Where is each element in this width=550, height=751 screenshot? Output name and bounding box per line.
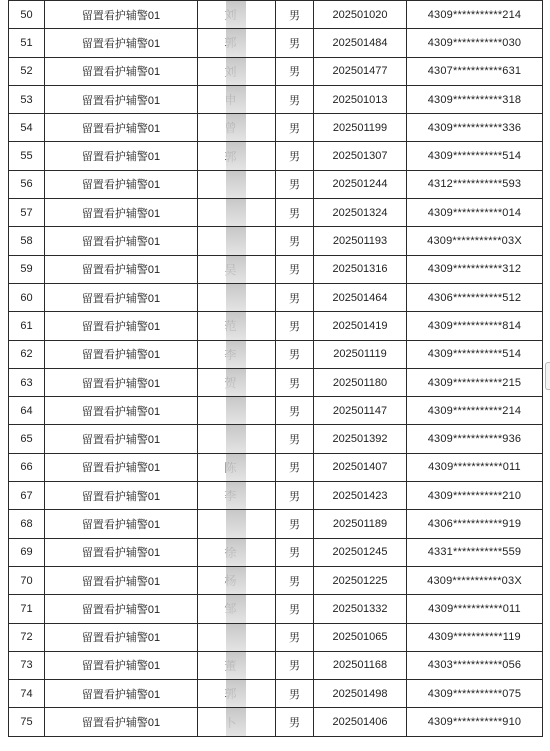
redaction-mosaic bbox=[226, 86, 246, 113]
exam-number-cell: 202501244 bbox=[314, 170, 407, 198]
gender-cell: 男 bbox=[276, 114, 314, 142]
table-row bbox=[9, 425, 543, 453]
table-row bbox=[9, 538, 543, 566]
exam-number-cell: 202501147 bbox=[314, 397, 407, 425]
row-number: 75 bbox=[9, 708, 45, 736]
gender-cell: 男 bbox=[276, 425, 314, 453]
redaction-mosaic bbox=[226, 58, 246, 85]
redaction-mosaic bbox=[226, 454, 246, 481]
redaction-mosaic bbox=[226, 171, 246, 198]
position-cell: 留置看护辅警01 bbox=[45, 425, 198, 453]
gender-cell: 男 bbox=[276, 708, 314, 736]
row-number: 65 bbox=[9, 425, 45, 453]
gender-cell: 男 bbox=[276, 538, 314, 566]
gender-cell: 男 bbox=[276, 510, 314, 538]
id-number-cell: 4303***********056 bbox=[407, 651, 543, 679]
exam-number-cell: 202501498 bbox=[314, 680, 407, 708]
redaction-mosaic bbox=[226, 284, 246, 311]
position-cell: 留置看护辅警01 bbox=[45, 510, 198, 538]
position-cell: 留置看护辅警01 bbox=[45, 114, 198, 142]
position-cell: 留置看护辅警01 bbox=[45, 651, 198, 679]
position-cell: 留置看护辅警01 bbox=[45, 199, 198, 227]
id-number-cell: 4307***********631 bbox=[407, 57, 543, 85]
name-cell bbox=[198, 538, 276, 566]
redaction-mosaic bbox=[226, 114, 246, 141]
scroll-handle[interactable] bbox=[545, 362, 550, 390]
gender-cell: 男 bbox=[276, 1, 314, 29]
table-row bbox=[9, 114, 543, 142]
redaction-mosaic bbox=[226, 256, 246, 283]
id-number-cell: 4309***********814 bbox=[407, 312, 543, 340]
id-number-cell: 4309***********514 bbox=[407, 142, 543, 170]
exam-number-cell: 202501065 bbox=[314, 623, 407, 651]
name-cell bbox=[198, 453, 276, 481]
id-number-cell: 4309***********011 bbox=[407, 453, 543, 481]
exam-number-cell: 202501407 bbox=[314, 453, 407, 481]
position-cell: 留置看护辅警01 bbox=[45, 368, 198, 396]
id-number-cell: 4309***********514 bbox=[407, 340, 543, 368]
name-cell bbox=[198, 227, 276, 255]
row-number: 69 bbox=[9, 538, 45, 566]
id-number-cell: 4309***********910 bbox=[407, 708, 543, 736]
row-number: 50 bbox=[9, 1, 45, 29]
table-row bbox=[9, 142, 543, 170]
position-cell: 留置看护辅警01 bbox=[45, 595, 198, 623]
exam-number-cell: 202501199 bbox=[314, 114, 407, 142]
redaction-mosaic bbox=[226, 199, 246, 226]
table-row bbox=[9, 170, 543, 198]
exam-number-cell: 202501316 bbox=[314, 255, 407, 283]
redaction-mosaic bbox=[226, 595, 246, 622]
position-cell: 留置看护辅警01 bbox=[45, 538, 198, 566]
row-number: 59 bbox=[9, 255, 45, 283]
name-cell bbox=[198, 85, 276, 113]
position-cell: 留置看护辅警01 bbox=[45, 170, 198, 198]
position-cell: 留置看护辅警01 bbox=[45, 566, 198, 594]
redaction-mosaic bbox=[226, 652, 246, 679]
table-row bbox=[9, 340, 543, 368]
redaction-mosaic bbox=[226, 510, 246, 537]
position-cell: 留置看护辅警01 bbox=[45, 623, 198, 651]
table-row bbox=[9, 566, 543, 594]
row-number: 66 bbox=[9, 453, 45, 481]
name-cell bbox=[198, 340, 276, 368]
id-number-cell: 4309***********318 bbox=[407, 85, 543, 113]
position-cell: 留置看护辅警01 bbox=[45, 1, 198, 29]
exam-number-cell: 202501307 bbox=[314, 142, 407, 170]
exam-number-cell: 202501225 bbox=[314, 566, 407, 594]
id-number-cell: 4309***********215 bbox=[407, 368, 543, 396]
table-row bbox=[9, 283, 543, 311]
exam-number-cell: 202501193 bbox=[314, 227, 407, 255]
id-number-cell: 4309***********214 bbox=[407, 1, 543, 29]
redaction-mosaic bbox=[226, 539, 246, 566]
exam-number-cell: 202501013 bbox=[314, 85, 407, 113]
gender-cell: 男 bbox=[276, 199, 314, 227]
gender-cell: 男 bbox=[276, 680, 314, 708]
gender-cell: 男 bbox=[276, 623, 314, 651]
redaction-mosaic bbox=[226, 227, 246, 254]
redaction-mosaic bbox=[226, 425, 246, 452]
position-cell: 留置看护辅警01 bbox=[45, 227, 198, 255]
name-cell bbox=[198, 510, 276, 538]
id-number-cell: 4309***********014 bbox=[407, 199, 543, 227]
redaction-mosaic bbox=[226, 482, 246, 509]
id-number-cell: 4309***********336 bbox=[407, 114, 543, 142]
gender-cell: 男 bbox=[276, 227, 314, 255]
exam-number-cell: 202501406 bbox=[314, 708, 407, 736]
position-cell: 留置看护辅警01 bbox=[45, 142, 198, 170]
row-number: 73 bbox=[9, 651, 45, 679]
table-row bbox=[9, 595, 543, 623]
name-cell bbox=[198, 708, 276, 736]
table-row bbox=[9, 453, 543, 481]
row-number: 56 bbox=[9, 170, 45, 198]
table-row bbox=[9, 255, 543, 283]
position-cell: 留置看护辅警01 bbox=[45, 397, 198, 425]
redaction-mosaic bbox=[226, 142, 246, 169]
redaction-mosaic bbox=[226, 369, 246, 396]
exam-number-cell: 202501332 bbox=[314, 595, 407, 623]
id-number-cell: 4309***********03X bbox=[407, 566, 543, 594]
row-number: 54 bbox=[9, 114, 45, 142]
position-cell: 留置看护辅警01 bbox=[45, 57, 198, 85]
position-cell: 留置看护辅警01 bbox=[45, 482, 198, 510]
gender-cell: 男 bbox=[276, 142, 314, 170]
table-row bbox=[9, 1, 543, 29]
row-number: 71 bbox=[9, 595, 45, 623]
exam-number-cell: 202501245 bbox=[314, 538, 407, 566]
id-number-cell: 4309***********119 bbox=[407, 623, 543, 651]
exam-number-cell: 202501477 bbox=[314, 57, 407, 85]
position-cell: 留置看护辅警01 bbox=[45, 29, 198, 57]
id-number-cell: 4309***********214 bbox=[407, 397, 543, 425]
position-cell: 留置看护辅警01 bbox=[45, 340, 198, 368]
name-cell bbox=[198, 283, 276, 311]
id-number-cell: 4312***********593 bbox=[407, 170, 543, 198]
row-number: 55 bbox=[9, 142, 45, 170]
row-number: 72 bbox=[9, 623, 45, 651]
name-cell bbox=[198, 312, 276, 340]
name-cell bbox=[198, 680, 276, 708]
exam-number-cell: 202501419 bbox=[314, 312, 407, 340]
exam-number-cell: 202501464 bbox=[314, 283, 407, 311]
row-number: 53 bbox=[9, 85, 45, 113]
exam-number-cell: 202501119 bbox=[314, 340, 407, 368]
name-cell bbox=[198, 29, 276, 57]
table-row bbox=[9, 651, 543, 679]
row-number: 57 bbox=[9, 199, 45, 227]
row-number: 58 bbox=[9, 227, 45, 255]
id-number-cell: 4309***********011 bbox=[407, 595, 543, 623]
table-row bbox=[9, 57, 543, 85]
id-number-cell: 4309***********03X bbox=[407, 227, 543, 255]
name-cell bbox=[198, 368, 276, 396]
redaction-mosaic bbox=[226, 708, 246, 735]
position-cell: 留置看护辅警01 bbox=[45, 255, 198, 283]
row-number: 64 bbox=[9, 397, 45, 425]
id-number-cell: 4309***********030 bbox=[407, 29, 543, 57]
gender-cell: 男 bbox=[276, 283, 314, 311]
gender-cell: 男 bbox=[276, 595, 314, 623]
redaction-mosaic bbox=[226, 312, 246, 339]
table-row bbox=[9, 510, 543, 538]
row-number: 67 bbox=[9, 482, 45, 510]
exam-number-cell: 202501392 bbox=[314, 425, 407, 453]
row-number: 60 bbox=[9, 283, 45, 311]
redaction-mosaic bbox=[226, 1, 246, 28]
row-number: 70 bbox=[9, 566, 45, 594]
name-cell bbox=[198, 651, 276, 679]
table-row bbox=[9, 397, 543, 425]
table-row bbox=[9, 227, 543, 255]
name-cell bbox=[198, 114, 276, 142]
id-number-cell: 4309***********312 bbox=[407, 255, 543, 283]
name-cell bbox=[198, 255, 276, 283]
row-number: 63 bbox=[9, 368, 45, 396]
exam-number-cell: 202501484 bbox=[314, 29, 407, 57]
table-row bbox=[9, 623, 543, 651]
gender-cell: 男 bbox=[276, 255, 314, 283]
position-cell: 留置看护辅警01 bbox=[45, 312, 198, 340]
redaction-mosaic bbox=[226, 341, 246, 368]
gender-cell: 男 bbox=[276, 85, 314, 113]
name-cell bbox=[198, 57, 276, 85]
name-cell bbox=[198, 170, 276, 198]
candidate-table bbox=[8, 0, 543, 737]
id-number-cell: 4309***********075 bbox=[407, 680, 543, 708]
gender-cell: 男 bbox=[276, 368, 314, 396]
exam-number-cell: 202501189 bbox=[314, 510, 407, 538]
gender-cell: 男 bbox=[276, 651, 314, 679]
position-cell: 留置看护辅警01 bbox=[45, 680, 198, 708]
row-number: 62 bbox=[9, 340, 45, 368]
name-cell bbox=[198, 425, 276, 453]
table-row bbox=[9, 85, 543, 113]
name-cell bbox=[198, 199, 276, 227]
id-number-cell: 4309***********210 bbox=[407, 482, 543, 510]
exam-number-cell: 202501020 bbox=[314, 1, 407, 29]
name-cell bbox=[198, 142, 276, 170]
gender-cell: 男 bbox=[276, 29, 314, 57]
redaction-mosaic bbox=[226, 567, 246, 594]
gender-cell: 男 bbox=[276, 482, 314, 510]
row-number: 51 bbox=[9, 29, 45, 57]
exam-number-cell: 202501168 bbox=[314, 651, 407, 679]
name-cell bbox=[198, 623, 276, 651]
name-cell bbox=[198, 397, 276, 425]
redaction-mosaic bbox=[226, 624, 246, 651]
redaction-mosaic bbox=[226, 29, 246, 56]
table-row bbox=[9, 199, 543, 227]
roster-sheet bbox=[8, 0, 542, 737]
exam-number-cell: 202501324 bbox=[314, 199, 407, 227]
gender-cell: 男 bbox=[276, 170, 314, 198]
gender-cell: 男 bbox=[276, 312, 314, 340]
table-row bbox=[9, 29, 543, 57]
gender-cell: 男 bbox=[276, 57, 314, 85]
exam-number-cell: 202501180 bbox=[314, 368, 407, 396]
row-number: 74 bbox=[9, 680, 45, 708]
position-cell: 留置看护辅警01 bbox=[45, 85, 198, 113]
table-row bbox=[9, 312, 543, 340]
redaction-mosaic bbox=[226, 397, 246, 424]
table-row bbox=[9, 482, 543, 510]
row-number: 52 bbox=[9, 57, 45, 85]
name-cell bbox=[198, 595, 276, 623]
name-cell bbox=[198, 566, 276, 594]
row-number: 61 bbox=[9, 312, 45, 340]
position-cell: 留置看护辅警01 bbox=[45, 283, 198, 311]
gender-cell: 男 bbox=[276, 397, 314, 425]
id-number-cell: 4309***********936 bbox=[407, 425, 543, 453]
id-number-cell: 4331***********559 bbox=[407, 538, 543, 566]
exam-number-cell: 202501423 bbox=[314, 482, 407, 510]
id-number-cell: 4306***********919 bbox=[407, 510, 543, 538]
table-body bbox=[9, 1, 543, 737]
gender-cell: 男 bbox=[276, 566, 314, 594]
gender-cell: 男 bbox=[276, 340, 314, 368]
name-cell bbox=[198, 482, 276, 510]
table-row bbox=[9, 680, 543, 708]
id-number-cell: 4306***********512 bbox=[407, 283, 543, 311]
position-cell: 留置看护辅警01 bbox=[45, 708, 198, 736]
row-number: 68 bbox=[9, 510, 45, 538]
table-row bbox=[9, 368, 543, 396]
name-cell bbox=[198, 1, 276, 29]
table-row bbox=[9, 708, 543, 736]
position-cell: 留置看护辅警01 bbox=[45, 453, 198, 481]
gender-cell: 男 bbox=[276, 453, 314, 481]
redaction-mosaic bbox=[226, 680, 246, 707]
